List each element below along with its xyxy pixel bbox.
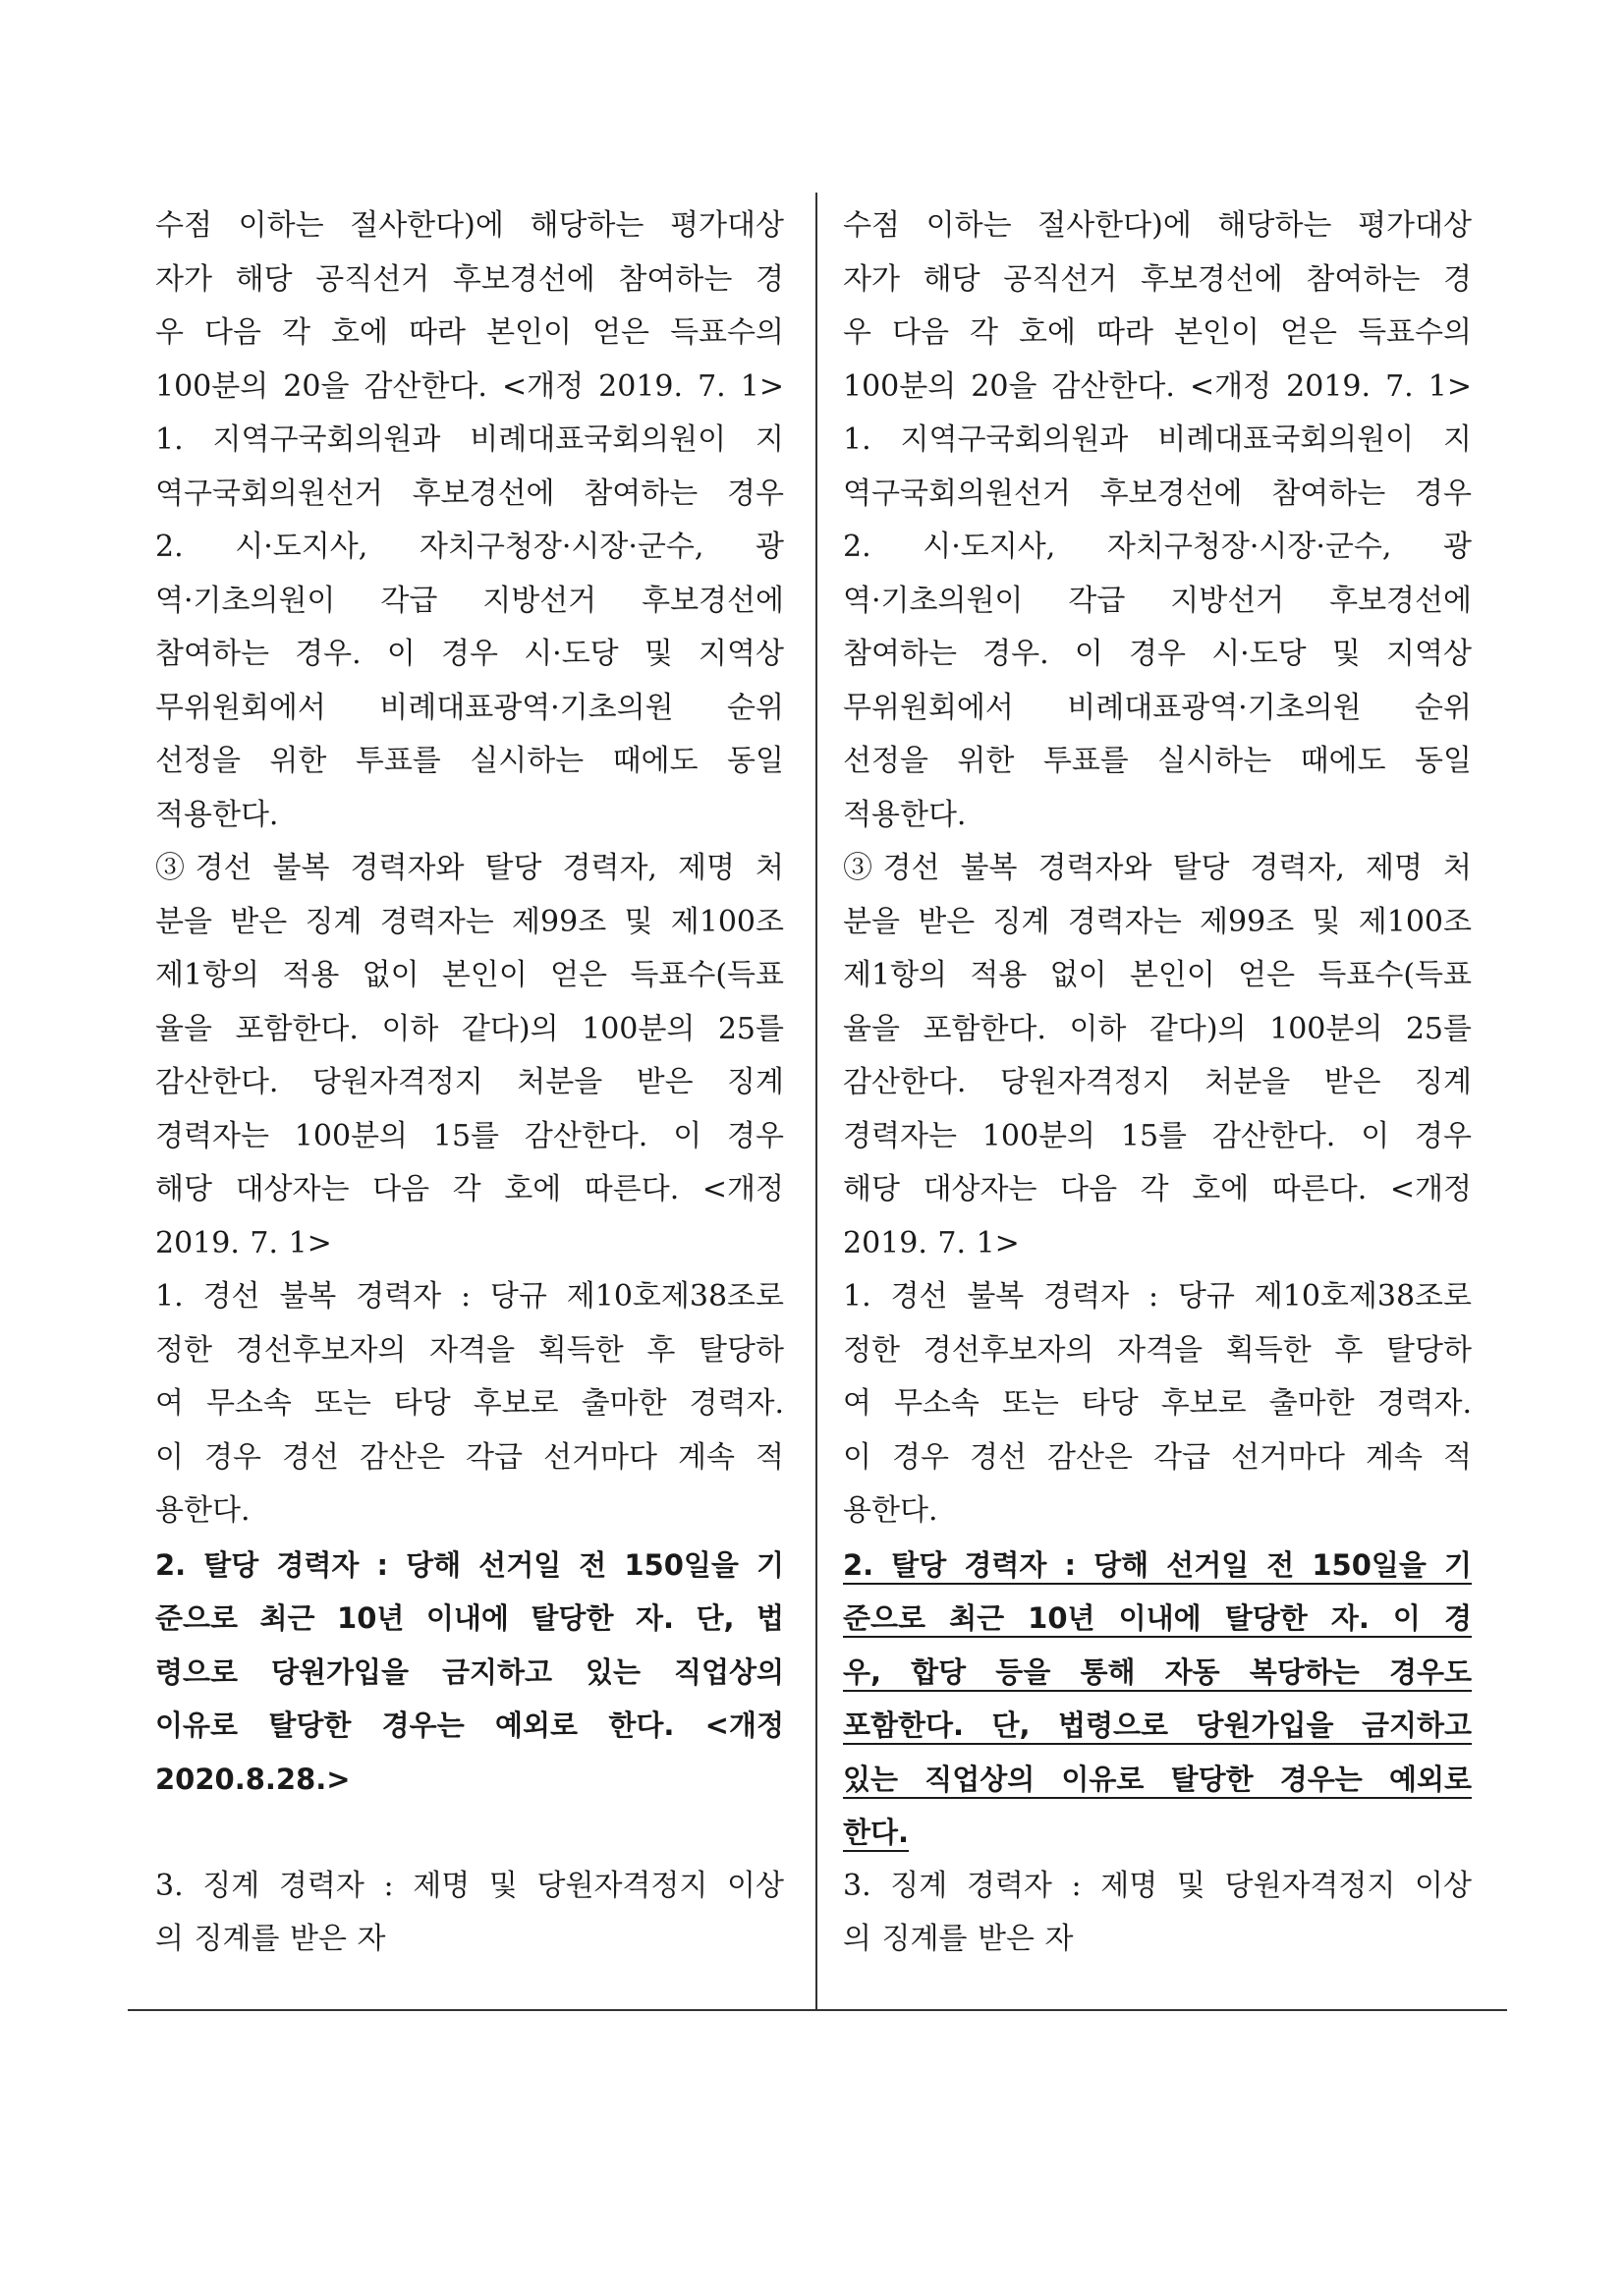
text-line: 역구국회의원선거 후보경선에 참여하는 경우 xyxy=(843,476,1472,511)
text-line: 선정을 위한 투표를 실시하는 때에도 동일 xyxy=(155,744,784,778)
text-line: 정한 경선후보자의 자격을 획득한 후 탈당하 xyxy=(155,1332,784,1368)
text-line: 무위원회에서 비례대표광역·기초의원 순위 xyxy=(843,690,1472,725)
text-line: 제1항의 적용 없이 본인이 얻은 득표수(득표 xyxy=(843,958,1472,992)
text-line: 1. 지역구국회의원과 비례대표국회의원이 지 xyxy=(155,422,784,457)
text-line: 2019. 7. 1> xyxy=(155,1225,332,1260)
bold-underlined-text-line: 준으로 최근 10년 이내에 탈당한 자. 이 경 xyxy=(843,1601,1472,1635)
text-line: 무위원회에서 비례대표광역·기초의원 순위 xyxy=(155,690,784,725)
text-line: 용한다. xyxy=(155,1493,251,1528)
text-line: 1. 지역구국회의원과 비례대표국회의원이 지 xyxy=(843,422,1472,457)
text-line: 역구국회의원선거 후보경선에 참여하는 경우 xyxy=(155,476,784,511)
text-line: 1. 경선 불복 경력자 : 당규 제10호제38조로 xyxy=(155,1279,784,1314)
text-line: 자가 해당 공직선거 후보경선에 참여하는 경 xyxy=(843,261,1472,297)
text-line: 우 다음 각 호에 따라 본인이 얻은 득표수의 xyxy=(843,315,1472,350)
text-line: 2. 시·도지사, 자치구청장·시장·군수, 광 xyxy=(155,530,784,564)
text-line: 선정을 위한 투표를 실시하는 때에도 동일 xyxy=(843,744,1472,778)
right-column xyxy=(843,199,1472,1967)
text-line: 역·기초의원이 각급 지방선거 후보경선에 xyxy=(155,583,784,618)
bold-underlined-text-line: 포함한다. 단, 법령으로 당원가입을 금지하고 xyxy=(843,1708,1472,1742)
text-line: ③경선 불복 경력자와 탈당 경력자, 제명 처 xyxy=(843,851,1472,885)
text-line: 분을 받은 징계 경력자는 제99조 및 제100조 xyxy=(843,904,1472,939)
bottom-rule xyxy=(128,2009,1507,2011)
text-line: 여 무소속 또는 타당 후보로 출마한 경력자. xyxy=(843,1386,1472,1421)
text-line: 2019. 7. 1> xyxy=(843,1225,1020,1260)
text-line: 이 경우 경선 감산은 각급 선거마다 계속 적 xyxy=(155,1439,784,1475)
bold-underlined-text-line: 있는 직업상의 이유로 탈당한 경우는 예외로 xyxy=(843,1762,1472,1796)
text-line: ③경선 불복 경력자와 탈당 경력자, 제명 처 xyxy=(155,851,784,885)
blank-line xyxy=(155,1806,784,1860)
text-line: 3. 징계 경력자 : 제명 및 당원자격정지 이상 xyxy=(155,1868,784,1903)
text-line: 경력자는 100분의 15를 감산한다. 이 경우 xyxy=(843,1118,1472,1153)
left-column xyxy=(155,199,784,1967)
text-line: 역·기초의원이 각급 지방선거 후보경선에 xyxy=(843,583,1472,618)
text-line: 참여하는 경우. 이 경우 시·도당 및 지역상 xyxy=(155,637,784,671)
text-line: 참여하는 경우. 이 경우 시·도당 및 지역상 xyxy=(843,637,1472,671)
text-line: 100분의 20을 감산한다. <개정 2019. 7. 1> xyxy=(843,368,1472,404)
bold-text-line: 2020.8.28.> xyxy=(155,1762,351,1796)
text-line: 율을 포함한다. 이하 같다)의 100분의 25를 xyxy=(155,1011,784,1046)
text-line: 감산한다. 당원자격정지 처분을 받은 징계 xyxy=(843,1065,1472,1099)
text-line: 적용한다. xyxy=(843,797,967,832)
text-line: 수점 이하는 절사한다)에 해당하는 평가대상 xyxy=(155,208,784,243)
text-line: 자가 해당 공직선거 후보경선에 참여하는 경 xyxy=(155,261,784,297)
bold-text-line: 령으로 당원가입을 금지하고 있는 직업상의 xyxy=(155,1654,784,1689)
bold-underlined-text-line: 2. 탈당 경력자 : 당해 선거일 전 150일을 기 xyxy=(843,1547,1472,1582)
text-line: 적용한다. xyxy=(155,797,279,832)
bold-text-line: 준으로 최근 10년 이내에 탈당한 자. 단, 법 xyxy=(155,1601,784,1635)
text-line: 수점 이하는 절사한다)에 해당하는 평가대상 xyxy=(843,208,1472,243)
text-line: 정한 경선후보자의 자격을 획득한 후 탈당하 xyxy=(843,1332,1472,1368)
text-line: 3. 징계 경력자 : 제명 및 당원자격정지 이상 xyxy=(843,1868,1472,1903)
bold-underlined-text-line: 한다. xyxy=(843,1816,910,1849)
text-line: 율을 포함한다. 이하 같다)의 100분의 25를 xyxy=(843,1011,1472,1046)
text-line: 감산한다. 당원자격정지 처분을 받은 징계 xyxy=(155,1065,784,1099)
text-line: 의 징계를 받은 자 xyxy=(155,1922,386,1956)
text-line: 이 경우 경선 감산은 각급 선거마다 계속 적 xyxy=(843,1439,1472,1475)
bold-text-line: 2. 탈당 경력자 : 당해 선거일 전 150일을 기 xyxy=(155,1547,784,1582)
text-line: 경력자는 100분의 15를 감산한다. 이 경우 xyxy=(155,1118,784,1153)
text-line: 분을 받은 징계 경력자는 제99조 및 제100조 xyxy=(155,904,784,939)
text-line: 해당 대상자는 다음 각 호에 따른다. <개정 xyxy=(155,1172,784,1206)
text-line: 1. 경선 불복 경력자 : 당규 제10호제38조로 xyxy=(843,1279,1472,1314)
column-divider xyxy=(815,193,817,2010)
text-line: 용한다. xyxy=(843,1493,938,1528)
text-line: 제1항의 적용 없이 본인이 얻은 득표수(득표 xyxy=(155,958,784,992)
text-line: 2. 시·도지사, 자치구청장·시장·군수, 광 xyxy=(843,530,1472,564)
text-line: 의 징계를 받은 자 xyxy=(843,1922,1074,1956)
bold-underlined-text-line: 우, 합당 등을 통해 자동 복당하는 경우도 xyxy=(843,1654,1472,1689)
text-line: 100분의 20을 감산한다. <개정 2019. 7. 1> xyxy=(155,368,784,404)
text-line: 여 무소속 또는 타당 후보로 출마한 경력자. xyxy=(155,1386,784,1421)
bold-text-line: 이유로 탈당한 경우는 예외로 한다. <개정 xyxy=(155,1708,784,1742)
text-line: 우 다음 각 호에 따라 본인이 얻은 득표수의 xyxy=(155,315,784,350)
text-line: 해당 대상자는 다음 각 호에 따른다. <개정 xyxy=(843,1172,1472,1206)
